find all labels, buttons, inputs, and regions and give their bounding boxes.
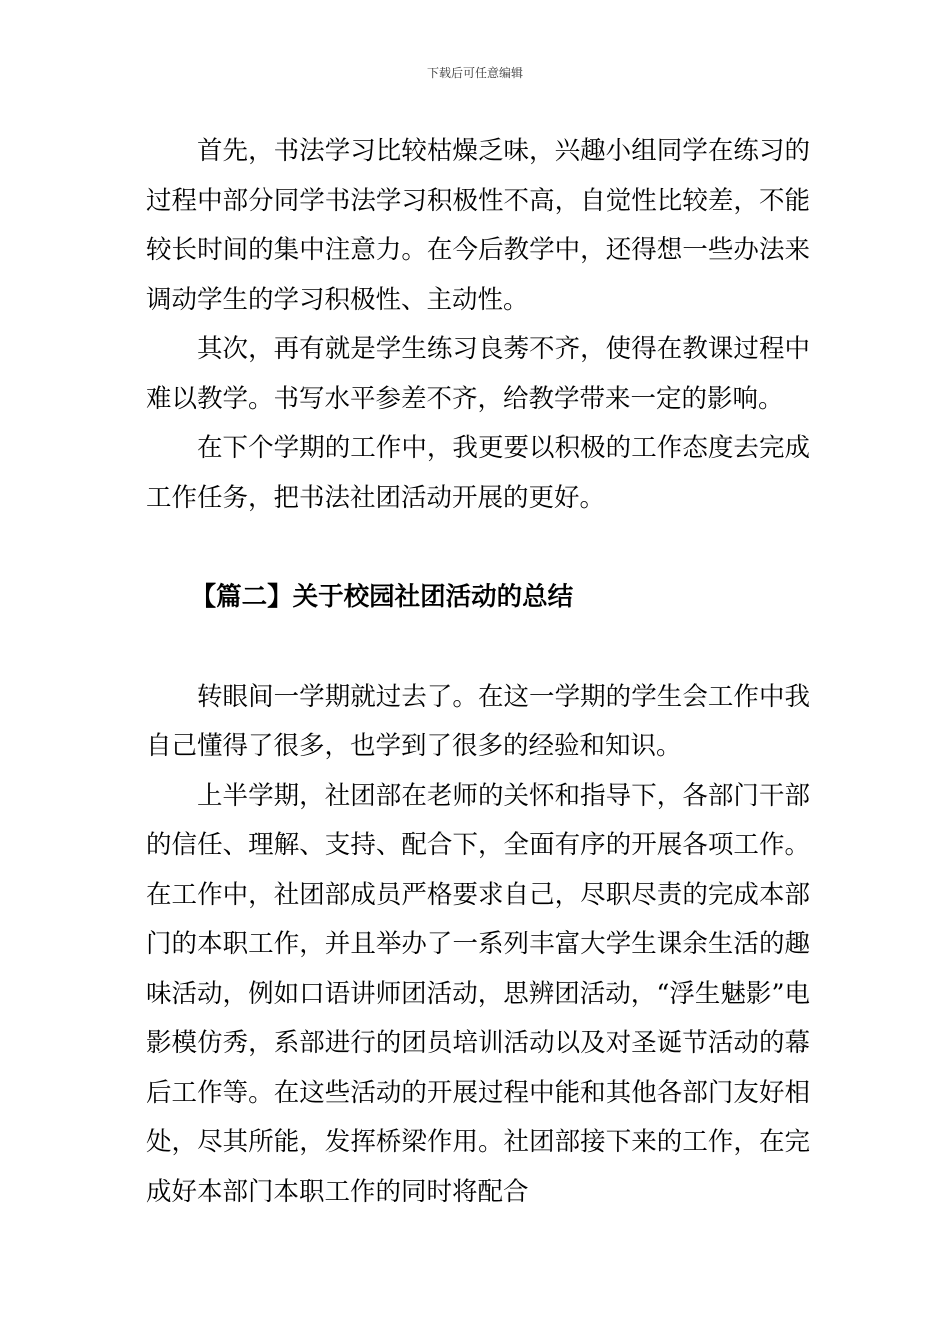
paragraph-next-term: 在下个学期的工作中，我更要以积极的工作态度去完成工作任务，把书法社团活动开展的更好。 bbox=[146, 433, 810, 513]
section-heading: 【篇二】关于校园社团活动的总结 bbox=[190, 582, 574, 612]
section-spacer bbox=[146, 523, 810, 573]
paragraph-calligraphy-problems: 首先，书法学习比较枯燥乏味，兴趣小组同学在练习的过程中部分同学书法学习积极性不高，自觉性比较差，不能较长时间的集中注意力。在今后教学中，还得想一些办法来调动学生的学习积极性、主动性。 bbox=[146, 136, 810, 315]
paragraph-club-activities: 上半学期，社团部在老师的关怀和指导下，各部门干部的信任、理解、支持、配合下，全面有序的开展各项工作。在工作中，社团部成员严格要求自己，尽职尽责的完成本部门的本职工作，并且举办了一系列丰富大学生课余生活的趣味活动，例如口语讲师团活动，思辨团活动，“浮生魅影”电影模仿秀，系部进行的团员培训活动以及对圣诞节活动的幕后工作等。在这些活动的开展过程中能和其他各部门友好相处，尽其所能，发挥桥梁作用。社团部接下来的工作，在完成好本部门本职工作的同时将配合 bbox=[146, 780, 810, 1207]
page-header-note: 下载后可任意编辑 bbox=[426, 66, 523, 80]
document-body bbox=[146, 127, 810, 1217]
section-spacer bbox=[146, 623, 810, 673]
paragraph-uneven-levels: 其次，再有就是学生练习良莠不齐，使得在教课过程中难以教学。书写水平参差不齐，给教学带来一定的影响。 bbox=[146, 334, 810, 414]
paragraph-semester-intro: 转眼间一学期就过去了。在这一学期的学生会工作中我自己懂得了很多，也学到了很多的经验和知识。 bbox=[146, 681, 810, 761]
